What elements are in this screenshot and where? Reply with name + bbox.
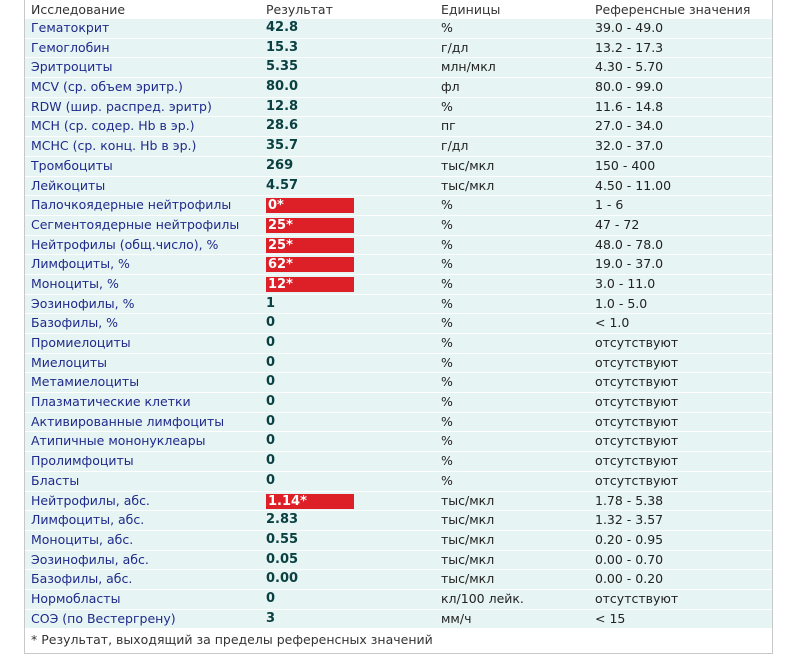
result-value: 0 [266,590,276,606]
table-row [25,372,772,392]
reference-range: отсутствуют [595,472,679,488]
result-value-abnormal: 12* [266,277,354,292]
table-row [25,451,772,471]
reference-range: 4.50 - 11.00 [595,177,672,193]
unit: г/дл [441,39,469,55]
result-value-abnormal: 0* [266,198,354,213]
table-row [25,550,772,570]
table-row [25,471,772,491]
unit: % [441,98,453,114]
reference-range: отсутствуют [595,413,679,429]
result-value: 15.3 [266,39,299,55]
test-name: Базофилы, % [31,315,119,331]
result-value: 0 [266,374,276,390]
test-name: Атипичные мононуклеары [31,433,206,449]
unit: % [441,472,453,488]
test-name: Эозинофилы, абс. [31,551,149,567]
test-name: Нейтрофилы (общ.число), % [31,236,219,252]
reference-range: 39.0 - 49.0 [595,20,664,35]
unit: % [441,216,453,232]
result-value: 2.83 [266,512,299,528]
test-name: Эозинофилы, % [31,295,135,311]
result-value: 35.7 [266,138,299,154]
unit: тыс/мкл [441,157,495,173]
table-row [25,353,772,373]
unit: % [441,354,453,370]
unit: % [441,236,453,252]
result-value: 5.35 [266,59,299,75]
reference-range: отсутствуют [595,335,679,350]
table-row [25,609,772,629]
reference-range: 4.30 - 5.70 [595,59,664,75]
table-row [25,235,772,255]
unit: тыс/мкл [441,177,495,193]
test-name: Гемоглобин [31,39,110,55]
test-name: СОЭ (по Вестергрену) [31,610,176,626]
unit: % [441,453,453,469]
unit: млн/мкл [441,59,496,75]
header-unit: Единицы [441,2,501,17]
result-value: 3 [266,610,276,626]
unit: % [441,374,453,390]
unit: тыс/мкл [441,551,495,567]
table-row [25,77,772,97]
result-value: 0.00 [266,571,299,587]
test-name: Лимфоциты, % [31,256,130,272]
result-value: 0 [266,315,276,331]
header-result: Результат [266,2,333,17]
unit: мм/ч [441,610,472,626]
unit: тыс/мкл [441,492,495,508]
table-row [25,491,772,511]
reference-range: 48.0 - 78.0 [595,236,664,252]
reference-range: 3.0 - 11.0 [595,275,656,291]
table-row [25,313,772,333]
reference-range: 27.0 - 34.0 [595,118,664,134]
table-row [25,510,772,530]
result-value-abnormal: 25* [266,238,354,253]
test-name: Бласты [31,472,80,488]
test-name: Плазматические клетки [31,394,191,410]
result-value: 0 [266,354,276,370]
result-value: 28.6 [266,118,299,134]
reference-range: 150 - 400 [595,157,656,173]
table-row [25,136,772,156]
unit: тыс/мкл [441,531,495,547]
unit: тыс/мкл [441,571,495,587]
test-name: Сегментоядерные нейтрофилы [31,216,240,232]
unit: г/дл [441,138,469,154]
result-value: 4.57 [266,177,299,193]
unit: кл/100 лейк. [441,590,524,606]
test-name: Активированные лимфоциты [31,413,225,429]
result-value: 0 [266,472,276,488]
test-name: Пролимфоциты [31,453,134,469]
test-name: Тромбоциты [31,157,113,173]
test-name: Метамиелоциты [31,374,140,390]
table-row [25,569,772,589]
table-row [25,116,772,136]
result-value: 269 [266,157,294,173]
table-row [25,97,772,117]
reference-range: 1.0 - 5.0 [595,295,648,311]
table-row [25,530,772,550]
test-name: Моноциты, % [31,275,119,291]
reference-range: < 1.0 [595,315,630,331]
result-value: 80.0 [266,79,299,95]
table-row [25,589,772,609]
unit: % [441,433,453,449]
result-value: 0 [266,413,276,429]
unit: % [441,335,453,350]
reference-range: отсутствуют [595,394,679,410]
test-name: Гематокрит [31,20,110,35]
results-table [25,18,772,628]
table-row [25,57,772,77]
test-name: Нейтрофилы, абс. [31,492,150,508]
reference-range: 80.0 - 99.0 [595,79,664,95]
table-row [25,176,772,196]
unit: % [441,197,453,213]
result-value: 0.55 [266,531,299,547]
test-name: Нормобласты [31,590,121,606]
header-ref: Референсные значения [595,2,751,17]
result-value-abnormal: 25* [266,218,354,233]
reference-range: 0.00 - 0.70 [595,551,664,567]
test-name: Лимфоциты, абс. [31,512,145,528]
table-row [25,412,772,432]
unit: пг [441,118,456,134]
unit: фл [441,79,460,95]
test-name: Миелоциты [31,354,108,370]
test-name: MCH (ср. содер. Hb в эр.) [31,118,195,134]
test-name: Палочкоядерные нейтрофилы [31,197,232,213]
header-name: Исследование [31,2,126,17]
result-value: 0 [266,453,276,469]
footnote: * Результат, выходящий за пределы референсных значений [31,632,433,647]
unit: % [441,295,453,311]
table-row [25,254,772,274]
result-value: 0 [266,394,276,410]
reference-range: отсутствуют [595,453,679,469]
test-name: Моноциты, абс. [31,531,134,547]
test-name: MCHC (ср. конц. Hb в эр.) [31,138,197,154]
reference-range: 19.0 - 37.0 [595,256,664,272]
table-row [25,274,772,294]
unit: тыс/мкл [441,512,495,528]
test-name: RDW (шир. распред. эритр) [31,98,212,114]
result-value: 1 [266,295,276,311]
result-value: 0 [266,335,276,350]
table-header [25,0,772,18]
result-value-abnormal: 62* [266,257,354,272]
unit: % [441,413,453,429]
reference-range: 1 - 6 [595,197,624,213]
table-row [25,215,772,235]
reference-range: < 15 [595,610,626,626]
test-name: Эритроциты [31,59,113,75]
result-value: 42.8 [266,20,299,35]
table-row [25,38,772,58]
reference-range: 11.6 - 14.8 [595,98,664,114]
test-name: Промиелоциты [31,335,131,350]
unit: % [441,315,453,331]
reference-range: 0.20 - 0.95 [595,531,664,547]
unit: % [441,256,453,272]
reference-range: 32.0 - 37.0 [595,138,664,154]
table-row [25,333,772,353]
unit: % [441,275,453,291]
reference-range: отсутствуют [595,374,679,390]
table-row [25,195,772,215]
reference-range: 1.78 - 5.38 [595,492,664,508]
table-row [25,294,772,314]
reference-range: 1.32 - 3.57 [595,512,664,528]
table-row [25,156,772,176]
reference-range: отсутствуют [595,433,679,449]
result-value: 0 [266,433,276,449]
lab-results-report [24,0,773,654]
result-value-abnormal: 1.14* [266,494,354,509]
unit: % [441,394,453,410]
test-name: Базофилы, абс. [31,571,133,587]
reference-range: 47 - 72 [595,216,640,232]
result-value: 0.05 [266,551,299,567]
table-row [25,392,772,412]
reference-range: отсутствуют [595,354,679,370]
reference-range: 13.2 - 17.3 [595,39,664,55]
reference-range: 0.00 - 0.20 [595,571,664,587]
result-value: 12.8 [266,98,299,114]
test-name: MCV (ср. объем эритр.) [31,79,183,95]
unit: % [441,20,453,35]
table-row [25,431,772,451]
test-name: Лейкоциты [31,177,106,193]
table-row [25,18,772,38]
reference-range: отсутствуют [595,590,679,606]
